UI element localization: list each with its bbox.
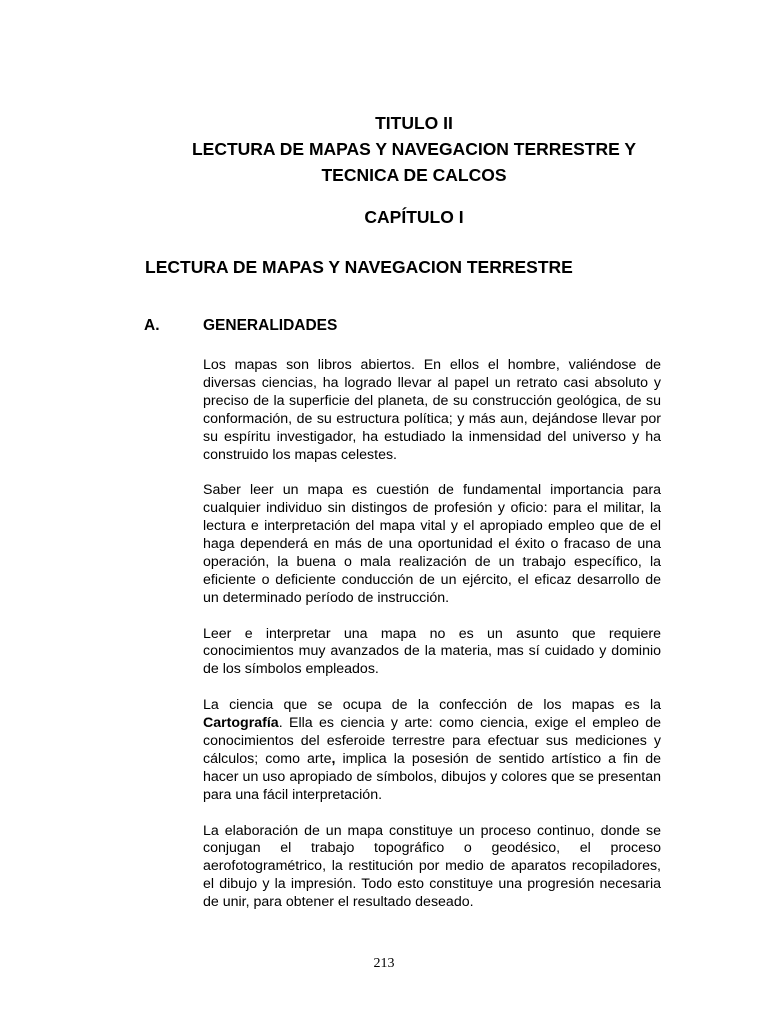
title-block [60, 110, 768, 188]
title-line-2: LECTURA DE MAPAS Y NAVEGACION TERRESTRE Y [191, 139, 637, 159]
paragraph-4-part-b: . Ella es ciencia y arte: como ciencia, exige el empleo de conocimientos del esferoide terrestre para efectuar sus mediciones y cálculos; como arte [203, 715, 661, 767]
paragraph-3: Leer e interpretar una mapa no es un asunto que requiere conocimientos muy avanzados de la materia, mas sí cuidado y dominio de los símbolos empleados. [203, 625, 661, 678]
paragraph-4 [203, 697, 661, 804]
chapter-subtitle: LECTURA DE MAPAS Y NAVEGACION TERRESTRE [145, 257, 573, 277]
page-number: 213 [373, 956, 395, 971]
title-line-1: TITULO II [375, 113, 453, 133]
section-letter: A. [144, 317, 160, 334]
paragraph-4-bold-comma: , [331, 750, 336, 767]
title-line-3: TECNICA DE CALCOS [321, 165, 507, 185]
section-heading: GENERALIDADES [203, 317, 338, 334]
body-text [203, 357, 661, 930]
paragraph-5: La elaboración de un mapa constituye un proceso continuo, donde se conjugan el trabajo topográfico o geodésico, el proceso aerofotogramétrico, la restitución por medio de aparatos recopiladores, el dibujo y la impresión. Todo esto constituye una progresión necesaria de unir, para obtener el resultado deseado. [203, 822, 661, 911]
paragraph-4-part-a: La ciencia que se ocupa de la confección de los mapas es la [203, 697, 661, 714]
paragraph-2: Saber leer un mapa es cuestión de fundamental importancia para cualquier individuo sin distingos de profesión y oficio: para el militar, la lectura e interpretación del mapa vital y el apropiado empleo que de el haga dependerá en más de una oportunidad el éxito o fracaso de una operación, la buena o mala realización de un trabajo específico, la eficiente o deficiente conducción de un ejército, el eficaz desarrollo de un determinado período de instrucción. [203, 482, 661, 606]
paragraph-4-part-c: implica la posesión de sentido artístico a fin de hacer un uso apropiado de símbolos, dibujos y colores que se presentan para una fácil interpretación. [203, 750, 661, 803]
cartografia-term: Cartografía [203, 715, 279, 732]
chapter-label: CAPÍTULO I [364, 207, 464, 227]
paragraph-1: Los mapas son libros abiertos. En ellos el hombre, valiéndose de diversas ciencias, ha logrado llevar al papel un retrato casi absoluto y preciso de la superficie del planeta, de su construcción geológica, de su conformación, de su estructura política; y más aun, dejándose llevar por su espíritu investigador, ha estudiado la inmensidad del universo y ha construido los mapas celestes. [203, 357, 661, 463]
